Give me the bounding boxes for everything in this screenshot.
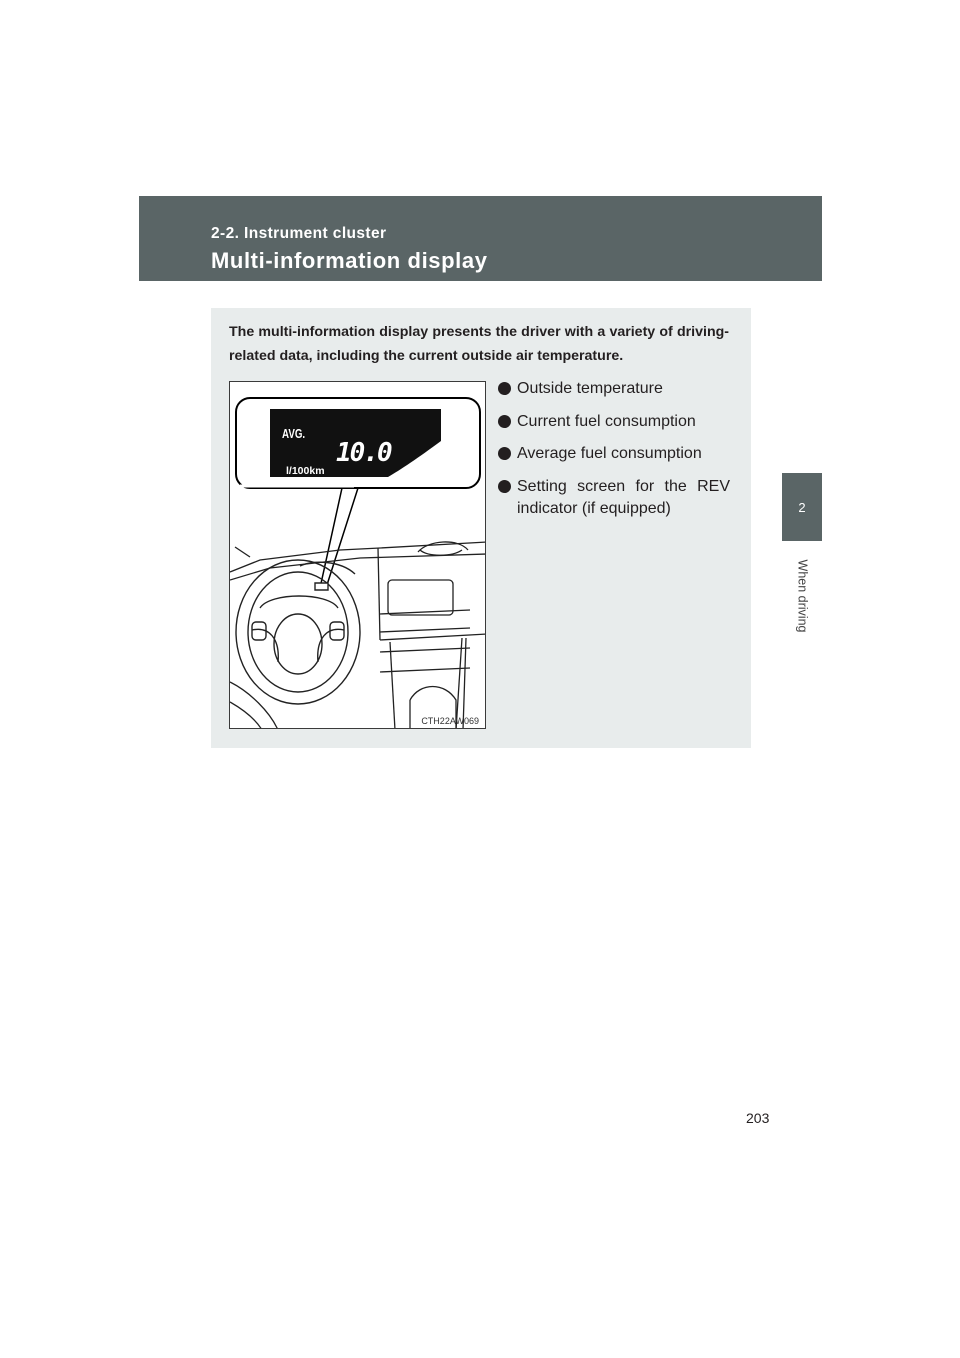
steering-wheel: [236, 560, 360, 704]
page-title: Multi-information display: [211, 248, 488, 273]
page-number: 203: [746, 1110, 770, 1126]
dashboard-illustration: [229, 381, 486, 729]
list-item: Average fuel consumption: [498, 443, 730, 465]
bullet-icon: [498, 415, 511, 428]
display-unit: l/100km: [286, 465, 325, 477]
bullet-icon: [498, 480, 511, 493]
list-item: Outside temperature: [498, 378, 730, 400]
chapter-tab-label: [774, 551, 830, 641]
section-label: 2-2. Instrument cluster: [211, 225, 387, 242]
chapter-tab-number: 2: [782, 473, 822, 541]
list-item: Current fuel consumption: [498, 411, 730, 433]
chapter-tab-label-text: When driving: [795, 559, 810, 633]
callout-pointer: [320, 488, 358, 588]
bullet-icon: [498, 382, 511, 395]
bullet-icon: [498, 447, 511, 460]
dashboard-drawing: [230, 382, 486, 729]
chapter-header: [139, 196, 822, 281]
bullet-list: [498, 378, 730, 530]
display-mode-label: AVG.: [282, 426, 306, 441]
list-item: Setting screen for the REV indicator (if equipped): [498, 476, 730, 520]
figure-code: CTH22AW069: [421, 716, 479, 726]
dashboard-lines: [230, 542, 486, 729]
content-box: [211, 308, 751, 748]
intro-text: The multi-information display presents the driver with a variety of driving-related data, including the current outside air temperature.: [229, 324, 729, 364]
display-value: 10.0: [336, 438, 391, 468]
